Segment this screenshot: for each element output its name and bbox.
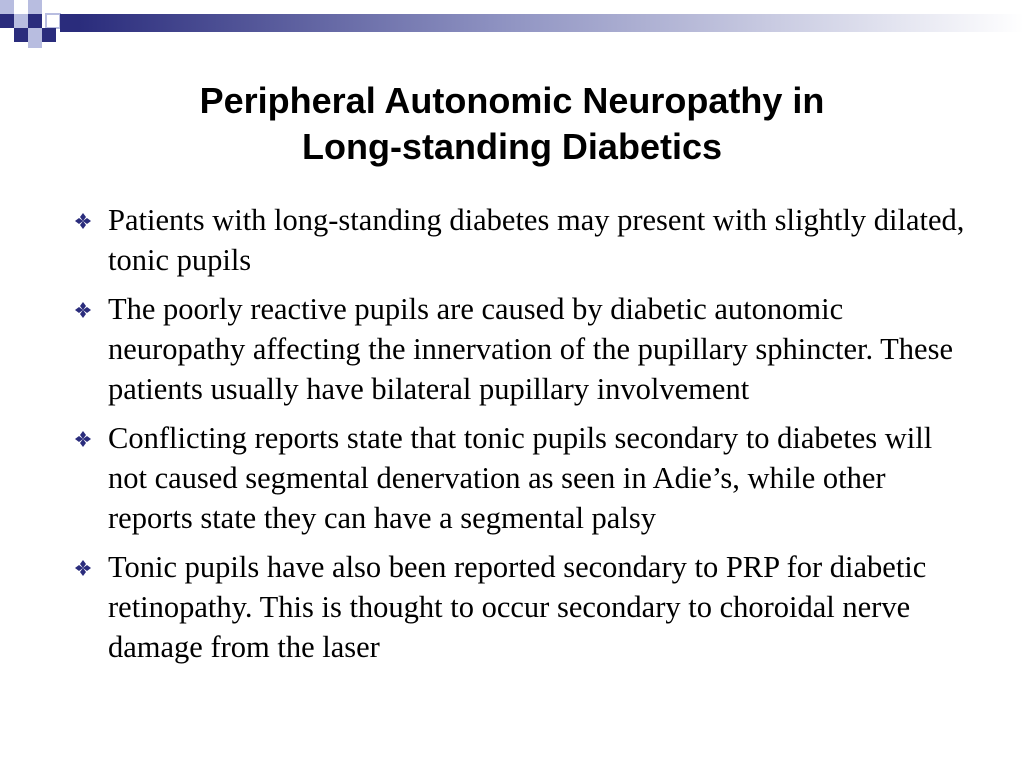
four-diamond-bullet-icon (74, 301, 92, 319)
slide-title (60, 78, 964, 170)
four-diamond-bullet-icon (74, 559, 92, 577)
header-decoration (0, 0, 1024, 48)
header-gradient-bar (78, 14, 1024, 32)
deco-square (0, 14, 14, 28)
deco-square (46, 14, 60, 28)
bullet-item (70, 418, 970, 538)
deco-square (42, 28, 56, 42)
four-diamond-bullet-icon (74, 212, 92, 230)
deco-square (28, 14, 42, 28)
bullet-text: Patients with long-standing diabetes may present with slightly dilated, tonic pupils (108, 203, 965, 277)
bullet-item (70, 547, 970, 667)
bullet-text: Conflicting reports state that tonic pupils secondary to diabetes will not caused segmental denervation as seen in Adie’s, while other reports state they can have a segmental palsy (108, 421, 933, 535)
bullet-text: Tonic pupils have also been reported secondary to PRP for diabetic retinopathy. This is thought to occur secondary to choroidal nerve damage from the laser (108, 550, 927, 664)
deco-square (28, 28, 42, 42)
deco-square (0, 0, 14, 14)
bullet-item (70, 289, 970, 409)
deco-square (60, 14, 78, 32)
deco-square (14, 28, 28, 42)
slide-title-line-2: Long-standing Diabetics (301, 126, 722, 167)
deco-square (14, 0, 28, 14)
four-diamond-bullet-icon (74, 430, 92, 448)
bullet-text: The poorly reactive pupils are caused by diabetic autonomic neuropathy affecting the innervation of the pupillary sphincter. These patients usually have bilateral pupillary involvement (108, 292, 953, 406)
deco-square (28, 42, 42, 48)
deco-square (14, 14, 28, 28)
slide-title-line-1: Peripheral Autonomic Neuropathy in (199, 80, 825, 121)
bullet-item (70, 200, 970, 280)
bullet-list (70, 200, 970, 676)
deco-square (28, 0, 42, 14)
